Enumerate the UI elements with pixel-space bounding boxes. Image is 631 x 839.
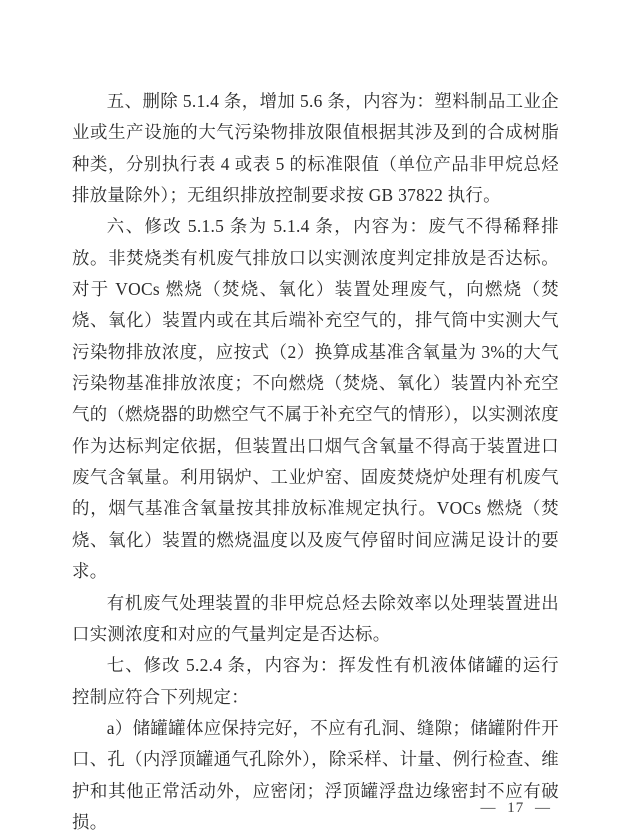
page-number: — 17 — xyxy=(480,800,551,816)
paragraph-clause-6: 六、修改 5.1.5 条为 5.1.4 条，内容为：废气不得稀释排放。非焚烧类有机废气排放口以实测浓度判定排放是否达标。对于 VOCs 燃烧（焚烧、氧化）装置处理废气，向燃烧（焚烧、氧化）装置内或在其后端补充空气的，排气筒中实测大气污染物排放浓度，应按式（2）换算成基准含氧量为 3%的大气污染物基准排放浓度；不向燃烧（焚烧、氧化）装置内补充空气的（燃烧器的助燃空气不属于补充空气的情形），以实测浓度作为达标判定依据，但装置出口烟气含氧量不得高于装置进口废气含氧量。利用锅炉、工业炉窑、固废焚烧炉处理有机废气的，烟气基准含氧量按其排放标准规定执行。VOCs 燃烧（焚烧、氧化）装置的燃烧温度以及废气停留时间应满足设计的要求。 xyxy=(72,216,559,582)
paragraph-item-a: a）储罐罐体应保持完好，不应有孔洞、缝隙；储罐附件开口、孔（内浮顶罐通气孔除外），除采样、计量、例行检查、维护和其他正常活动外，应密闭；浮顶罐浮盘边缘密封不应有破损。 xyxy=(72,717,559,832)
paragraph-clause-5: 五、删除 5.1.4 条，增加 5.6 条，内容为：塑料制品工业企业或生产设施的大气污染物排放限值根据其涉及到的合成树脂种类，分别执行表 4 或表 5 的标准限值（单位产品非甲烷总烃排放量除外）；无组织排放控制要求按 GB 37822 执行。 xyxy=(72,91,559,206)
document-body xyxy=(72,86,559,838)
paragraph-clause-7: 七、修改 5.2.4 条，内容为：挥发性有机液体储罐的运行控制应符合下列规定： xyxy=(72,655,559,707)
paragraph-nmhc-removal: 有机废气处理装置的非甲烷总烃去除效率以处理装置进出口实测浓度和对应的气量判定是否达标。 xyxy=(72,592,559,644)
